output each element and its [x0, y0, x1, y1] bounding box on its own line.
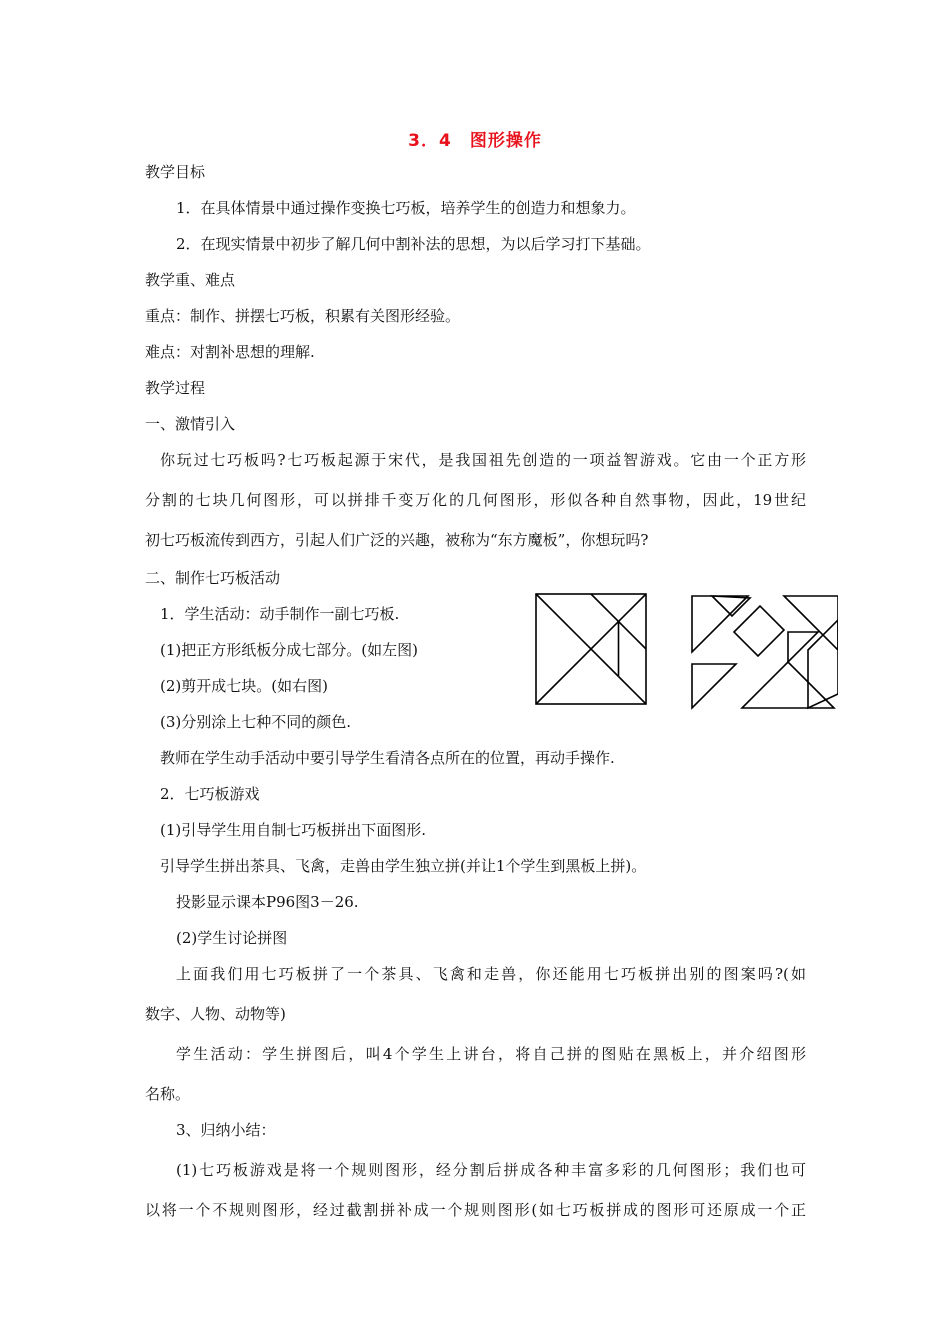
student-activity-line-1: 学生活动：学生拼图后，叫4个学生上讲台，将自己拼的图贴在黑板上，并介绍图形 [176, 1045, 806, 1063]
summary-line-1: (1)七巧板游戏是将一个规则图形，经分割后拼成各种丰富多彩的几何图形；我们也可 [176, 1161, 806, 1179]
tangram-center-line [536, 594, 619, 677]
summary-line-2: 以将一个不规则图形，经过截割拼补成一个规则图形(如七巧板拼成的图形可还原成一个正 [145, 1201, 806, 1219]
discussion-line-2: 数字、人物、动物等) [145, 1005, 286, 1023]
activity-2-step-2: (2)学生讨论拼图 [176, 929, 288, 947]
heading-process: 教学过程 [145, 379, 206, 397]
student-activity-line-2: 名称。 [145, 1085, 191, 1103]
projection-note: 投影显示课本P96图3－26. [176, 893, 359, 911]
difficult-point: 难点：对割补思想的理解. [145, 343, 315, 361]
tangram-parallelogram-edge [619, 677, 647, 705]
small-triangle-middle [788, 632, 818, 662]
discussion-line-1: 上面我们用七巧板拼了一个茶具、飞禽和走兽，你还能用七巧板拼出别的图案吗?(如 [176, 965, 806, 983]
activity-1-step-1: (1)把正方形纸板分成七部分。(如左图) [160, 641, 418, 659]
goal-item-2: 2．在现实情景中初步了解几何中割补法的思想，为以后学习打下基础。 [176, 235, 651, 253]
key-point: 重点：制作、拼摆七巧板，积累有关图形经验。 [145, 307, 461, 325]
teacher-note: 教师在学生动手活动中要引导学生看清各点所在的位置，再动手操作. [160, 749, 615, 767]
goal-item-1: 1．在具体情景中通过操作变换七巧板，培养学生的创造力和想象力。 [176, 199, 636, 217]
heading-goals: 教学目标 [145, 163, 206, 181]
activity-1-step-2: (2)剪开成七块。(如右图) [160, 677, 328, 695]
intro-paragraph-line-3: 初七巧板流传到西方，引起人们广泛的兴趣，被称为“东方魔板”，你想玩吗? [145, 531, 649, 549]
parallelogram-piece [808, 620, 838, 708]
intro-paragraph-line-1: 你玩过七巧板吗?七巧板起源于宋代，是我国祖先创造的一项益智游戏。它由一个正方形 [160, 451, 806, 469]
activity-2-step-1: (1)引导学生用自制七巧板拼出下面图形. [160, 821, 427, 839]
activity-2: 2．七巧板游戏 [160, 785, 260, 803]
heading-key-points: 教学重、难点 [145, 271, 236, 289]
tangram-pieces-figure [688, 590, 838, 712]
intro-paragraph-line-2: 分割的七块几何图形，可以拼排千变万化的几何图形，形似各种自然事物，因此，19世纪 [145, 491, 806, 509]
large-triangle-top-right [784, 596, 838, 650]
square-piece [734, 606, 784, 656]
summary-heading: 3、归纳小结： [176, 1121, 276, 1139]
activity-1: 1．学生活动：动手制作一副七巧板. [160, 605, 400, 623]
activity-2-guide: 引导学生拼出茶具、飞禽，走兽由学生独立拼(并让1个学生到黑板上拼)。 [160, 857, 647, 875]
large-triangle-bottom [742, 662, 834, 708]
section-2-heading: 二、制作七巧板活动 [145, 569, 281, 587]
activity-1-step-3: (3)分别涂上七种不同的颜色. [160, 713, 352, 731]
tangram-square-figure [532, 590, 652, 708]
section-1-heading: 一、激情引入 [145, 415, 236, 433]
page-title: 3．4 图形操作 [408, 131, 542, 151]
piece-left [692, 664, 736, 708]
